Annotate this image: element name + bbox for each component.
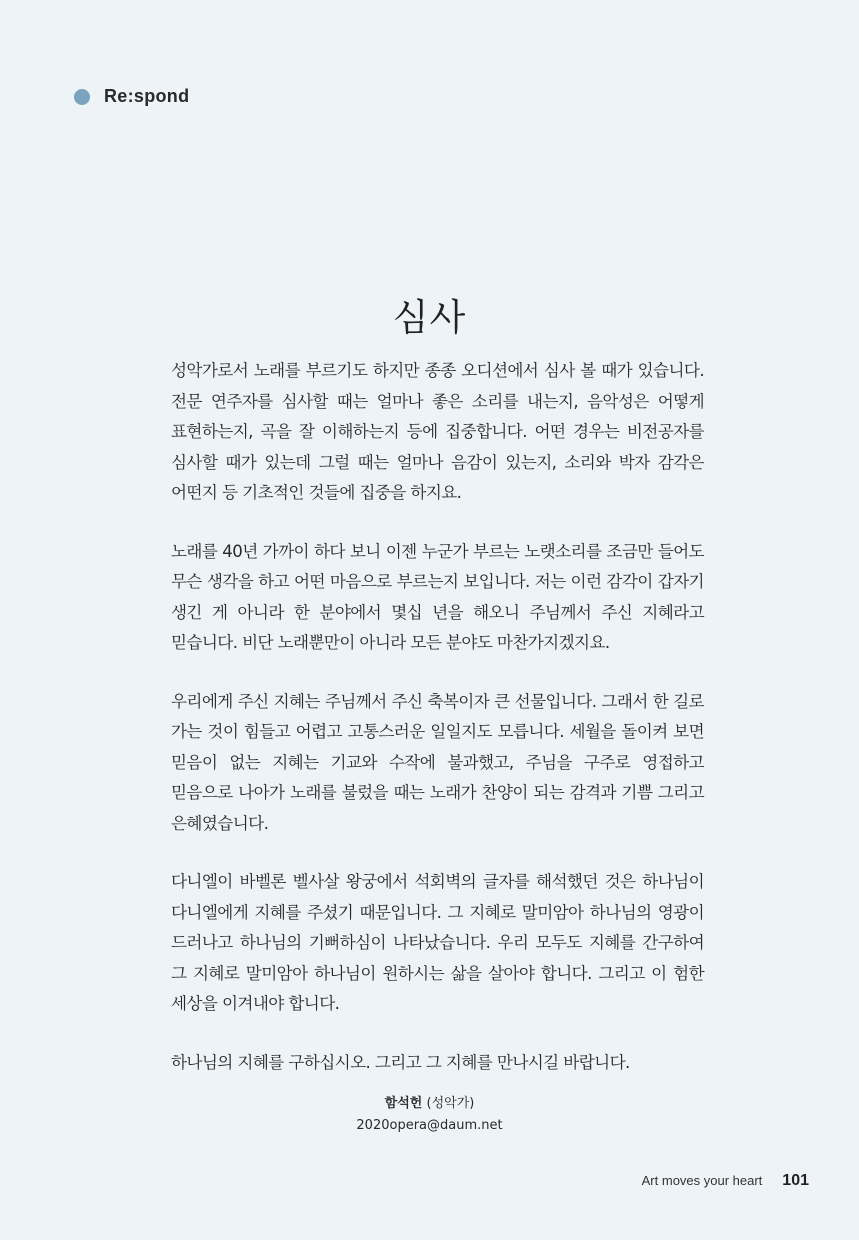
- author-name: 함석헌: [384, 1096, 423, 1111]
- author-block: [0, 1093, 859, 1137]
- paragraph-2: 노래를 40년 가까이 하다 보니 이젠 누군가 부르는 노랫소리를 조금만 들어도 무슨 생각을 하고 어떤 마음으로 부르는지 보입니다. 저는 이런 감각이 갑자기 생긴 게 아니라 한 분야에서 몇십 년을 해오니 주님께서 주신 지혜라고 믿습니다. 비단 노래뿐만이 아니라 모든 분야도 마찬가지겠지요.: [171, 541, 704, 652]
- article-body: [171, 356, 704, 1106]
- section-header: [74, 86, 189, 107]
- paragraph-4: 다니엘이 바벨론 벨사살 왕궁에서 석회벽의 글자를 해석했던 것은 하나님이 다니엘에게 지혜를 주셨기 때문입니다. 그 지혜로 말미암아 하나님의 영광이 드러나고 하나님의 기뻐하심이 나타났습니다. 우리 모두도 지혜를 간구하여 그 지혜로 말미암아 하나님이 원하시는 삶을 살아야 합니다. 그리고 이 험한 세상을 이겨내야 합니다.: [171, 872, 704, 1013]
- paragraph-5: 하나님의 지혜를 구하십시오. 그리고 그 지혜를 만나시길 바랍니다.: [171, 1052, 630, 1072]
- page-number: 101: [782, 1172, 809, 1189]
- author-line: [0, 1093, 859, 1115]
- section-label: Re:spond: [104, 86, 190, 106]
- circle-bullet-icon: [74, 89, 90, 105]
- paragraph-1: 성악가로서 노래를 부르기도 하지만 종종 오디션에서 심사 볼 때가 있습니다. 전문 연주자를 심사할 때는 얼마나 좋은 소리를 내는지, 음악성은 어떻게 표현하는지, 곡을 잘 이해하는지 등에 집중합니다. 어떤 경우는 비전공자를 심사할 때가 있는데 그럴 때는 얼마나 음감이 있는지, 소리와 박자 감각은 어떤지 등 기초적인 것들에 집중을 하지요.: [171, 361, 704, 502]
- author-email[interactable]: 2020opera@daum.net: [356, 1118, 503, 1133]
- article-title: 심사: [392, 295, 467, 339]
- paragraph-3: 우리에게 주신 지혜는 주님께서 주신 축복이자 큰 선물입니다. 그래서 한 길로 가는 것이 힘들고 어렵고 고통스러운 일일지도 모릅니다. 세월을 돌이켜 보면 믿음이 없는 지혜는 기교와 수작에 불과했고, 주님을 구주로 영접하고 믿음으로 나아가 노래를 불렀을 때는 노래가 찬양이 되는 감격과 기쁨 그리고 은혜였습니다.: [171, 691, 704, 833]
- footer-tagline: Art moves your heart: [641, 1173, 763, 1188]
- author-role: (성악가): [426, 1096, 475, 1111]
- page-footer: [642, 1172, 809, 1190]
